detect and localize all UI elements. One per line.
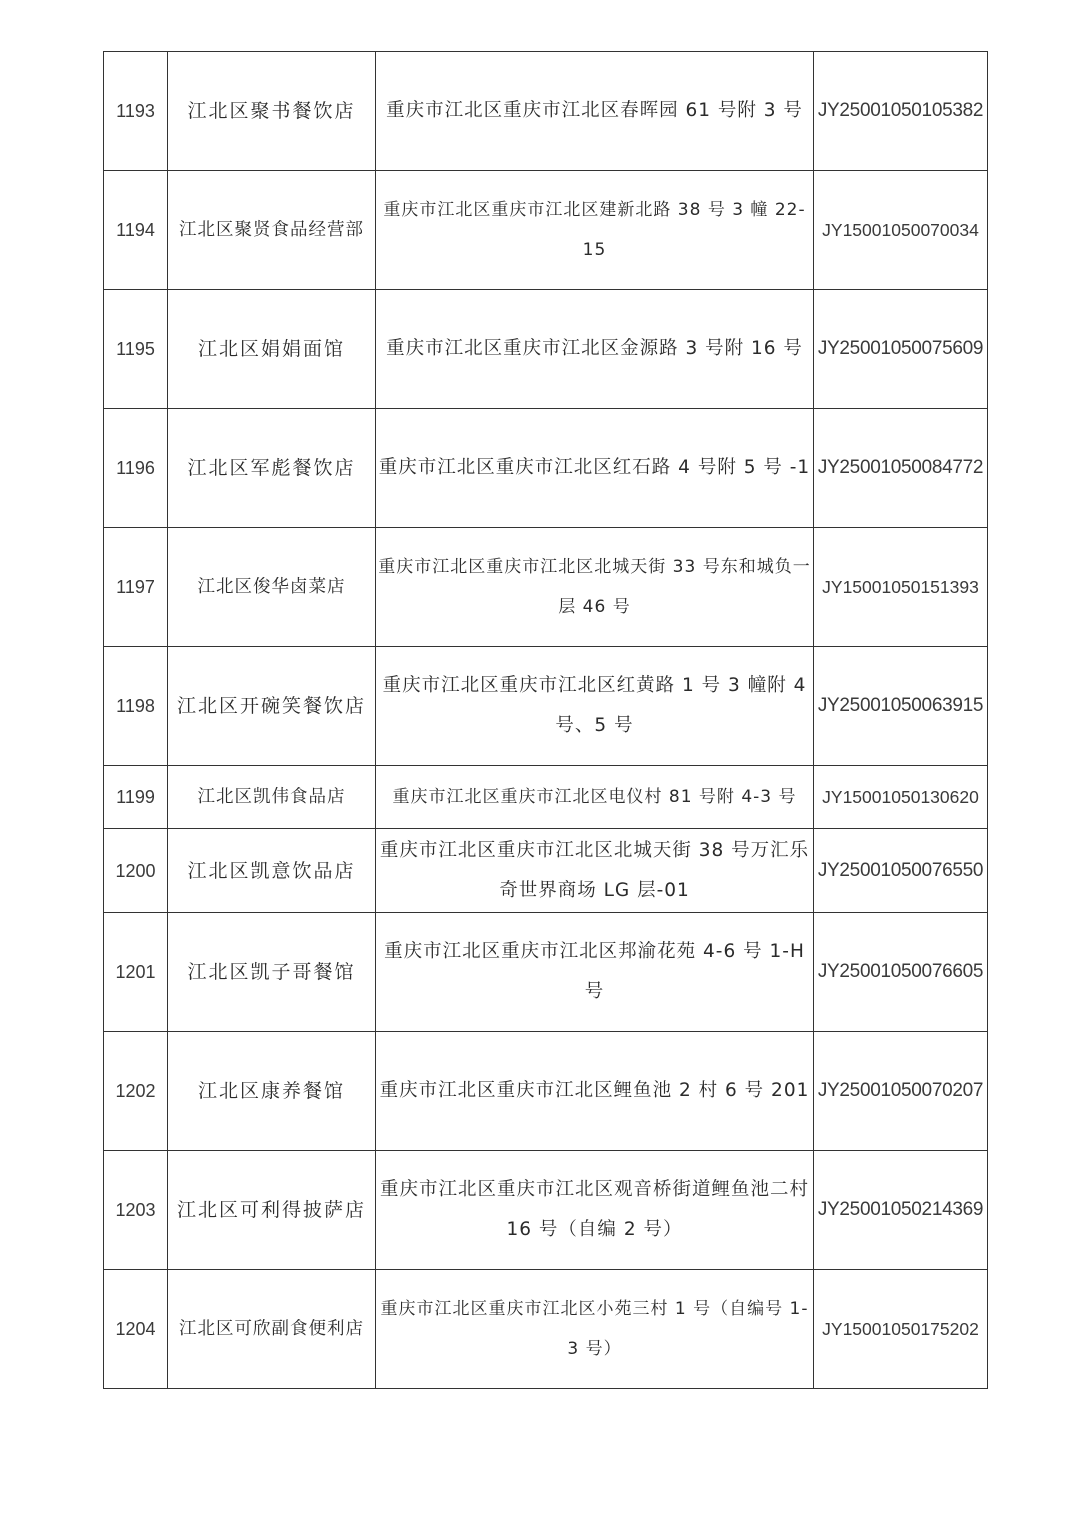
row-number: 1203 xyxy=(104,1151,168,1270)
business-address: 重庆市江北区重庆市江北区观音桥街道鲤鱼池二村 16 号（自编 2 号） xyxy=(376,1151,814,1270)
business-address: 重庆市江北区重庆市江北区春晖园 61 号附 3 号 xyxy=(376,52,814,171)
license-number: JY25001050084772 xyxy=(814,409,988,528)
license-number: JY15001050070034 xyxy=(814,171,988,290)
table-row xyxy=(104,1032,988,1151)
business-name: 江北区凯意饮品店 xyxy=(168,829,376,913)
business-address: 重庆市江北区重庆市江北区小苑三村 1 号（自编号 1-3 号） xyxy=(376,1270,814,1389)
business-name: 江北区凯伟食品店 xyxy=(168,766,376,829)
row-number: 1201 xyxy=(104,913,168,1032)
row-number: 1204 xyxy=(104,1270,168,1389)
table-row xyxy=(104,647,988,766)
license-number: JY25001050070207 xyxy=(814,1032,988,1151)
business-name: 江北区开碗笑餐饮店 xyxy=(168,647,376,766)
row-number: 1196 xyxy=(104,409,168,528)
business-name: 江北区康养餐馆 xyxy=(168,1032,376,1151)
business-address: 重庆市江北区重庆市江北区北城天街 38 号万汇乐奇世界商场 LG 层-01 xyxy=(376,829,814,913)
table-row xyxy=(104,528,988,647)
license-number: JY25001050063915 xyxy=(814,647,988,766)
business-address: 重庆市江北区重庆市江北区邦渝花苑 4-6 号 1-H 号 xyxy=(376,913,814,1032)
business-name: 江北区俊华卤菜店 xyxy=(168,528,376,647)
table-row xyxy=(104,829,988,913)
row-number: 1199 xyxy=(104,766,168,829)
business-name: 江北区凯子哥餐馆 xyxy=(168,913,376,1032)
table-row xyxy=(104,171,988,290)
business-address: 重庆市江北区重庆市江北区鲤鱼池 2 村 6 号 201 xyxy=(376,1032,814,1151)
table-row xyxy=(104,290,988,409)
business-address: 重庆市江北区重庆市江北区红石路 4 号附 5 号 -1 xyxy=(376,409,814,528)
row-number: 1195 xyxy=(104,290,168,409)
row-number: 1200 xyxy=(104,829,168,913)
row-number: 1197 xyxy=(104,528,168,647)
license-number: JY15001050175202 xyxy=(814,1270,988,1389)
business-name: 江北区可利得披萨店 xyxy=(168,1151,376,1270)
business-address: 重庆市江北区重庆市江北区建新北路 38 号 3 幢 22-15 xyxy=(376,171,814,290)
license-number: JY25001050075609 xyxy=(814,290,988,409)
business-address: 重庆市江北区重庆市江北区北城天街 33 号东和城负一层 46 号 xyxy=(376,528,814,647)
row-number: 1193 xyxy=(104,52,168,171)
license-number: JY25001050105382 xyxy=(814,52,988,171)
business-address: 重庆市江北区重庆市江北区红黄路 1 号 3 幢附 4 号、5 号 xyxy=(376,647,814,766)
row-number: 1194 xyxy=(104,171,168,290)
row-number: 1202 xyxy=(104,1032,168,1151)
food-license-table xyxy=(103,51,988,1389)
business-name: 江北区聚书餐饮店 xyxy=(168,52,376,171)
table-row xyxy=(104,1151,988,1270)
business-address: 重庆市江北区重庆市江北区金源路 3 号附 16 号 xyxy=(376,290,814,409)
license-number: JY25001050214369 xyxy=(814,1151,988,1270)
business-address: 重庆市江北区重庆市江北区电仪村 81 号附 4-3 号 xyxy=(376,766,814,829)
license-number: JY25001050076550 xyxy=(814,829,988,913)
license-number: JY15001050151393 xyxy=(814,528,988,647)
row-number: 1198 xyxy=(104,647,168,766)
table-row xyxy=(104,1270,988,1389)
business-name: 江北区可欣副食便利店 xyxy=(168,1270,376,1389)
license-number: JY25001050076605 xyxy=(814,913,988,1032)
business-name: 江北区聚贤食品经营部 xyxy=(168,171,376,290)
table-row xyxy=(104,766,988,829)
table-row xyxy=(104,913,988,1032)
business-name: 江北区娟娟面馆 xyxy=(168,290,376,409)
table-row xyxy=(104,52,988,171)
license-number: JY15001050130620 xyxy=(814,766,988,829)
table-row xyxy=(104,409,988,528)
business-name: 江北区军彪餐饮店 xyxy=(168,409,376,528)
